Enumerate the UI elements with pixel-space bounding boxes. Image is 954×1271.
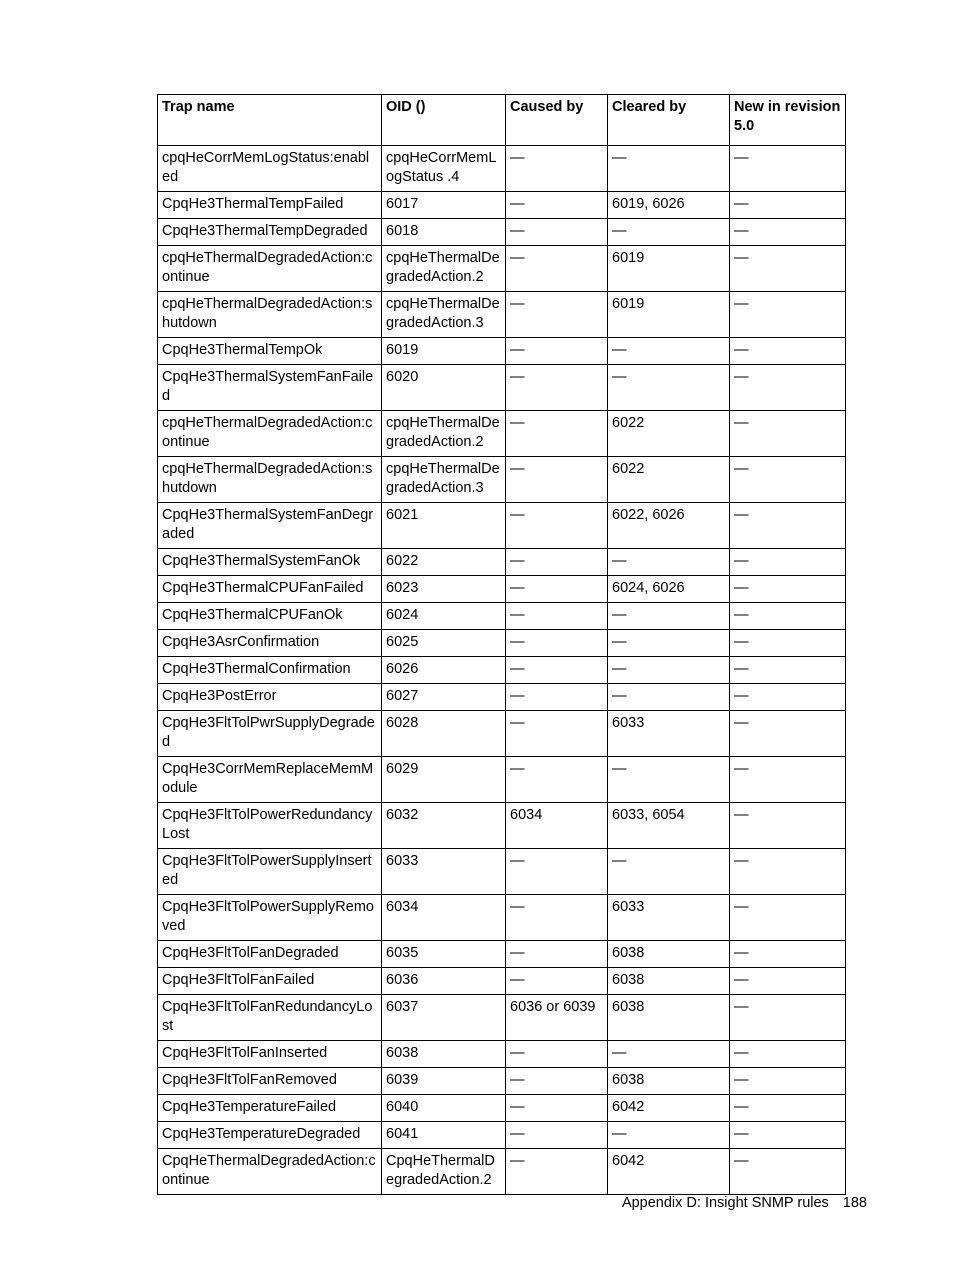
cell-caused-by: — [506,684,608,711]
cell-caused-by: — [506,1122,608,1149]
cell-oid: 6035 [382,941,506,968]
cell-oid: cpqHeThermalDegradedAction.3 [382,457,506,503]
cell-new-in-revision: — [730,1122,846,1149]
cell-caused-by: — [506,1149,608,1195]
table-row [158,292,846,338]
cell-caused-by: — [506,365,608,411]
cell-new-in-revision: — [730,246,846,292]
table-row [158,711,846,757]
cell-cleared-by: 6042 [608,1149,730,1195]
table-row [158,941,846,968]
table-row [158,803,846,849]
cell-new-in-revision: — [730,338,846,365]
cell-new-in-revision: — [730,549,846,576]
table-row [158,146,846,192]
table-row [158,576,846,603]
cell-trap-name: CpqHe3ThermalSystemFanOk [158,549,382,576]
cell-caused-by: — [506,895,608,941]
footer-section-title: Appendix D: Insight SNMP rules [621,1195,829,1211]
table-row [158,1095,846,1122]
cell-cleared-by: — [608,684,730,711]
cell-trap-name: CpqHe3ThermalTempDegraded [158,219,382,246]
cell-cleared-by: — [608,603,730,630]
col-header-cleared-by: Cleared by [608,95,730,146]
cell-caused-by: — [506,411,608,457]
cell-caused-by: 6036 or 6039 [506,995,608,1041]
cell-oid: 6038 [382,1041,506,1068]
cell-oid: 6024 [382,603,506,630]
cell-cleared-by: 6038 [608,995,730,1041]
cell-caused-by: — [506,146,608,192]
cell-new-in-revision: — [730,941,846,968]
col-header-oid: OID () [382,95,506,146]
table-row [158,1122,846,1149]
cell-oid: 6029 [382,757,506,803]
cell-cleared-by: 6022 [608,457,730,503]
cell-new-in-revision: — [730,219,846,246]
cell-caused-by: — [506,1095,608,1122]
table-row [158,603,846,630]
cell-new-in-revision: — [730,968,846,995]
cell-new-in-revision: — [730,1068,846,1095]
cell-oid: 6023 [382,576,506,603]
cell-caused-by: — [506,1041,608,1068]
trap-table [157,94,846,1195]
cell-cleared-by: 6033, 6054 [608,803,730,849]
cell-trap-name: CpqHe3FltTolFanRemoved [158,1068,382,1095]
col-header-new-in-revision: New in revision 5.0 [730,95,846,146]
cell-oid: 6027 [382,684,506,711]
cell-oid: 6026 [382,657,506,684]
cell-oid: cpqHeCorrMemLogStatus .4 [382,146,506,192]
cell-trap-name: CpqHe3AsrConfirmation [158,630,382,657]
cell-caused-by: — [506,246,608,292]
cell-oid: 6033 [382,849,506,895]
cell-oid: 6039 [382,1068,506,1095]
cell-caused-by: — [506,503,608,549]
cell-new-in-revision: — [730,849,846,895]
cell-new-in-revision: — [730,411,846,457]
cell-cleared-by: 6022, 6026 [608,503,730,549]
cell-oid: 6021 [382,503,506,549]
cell-trap-name: CpqHe3ThermalTempOk [158,338,382,365]
cell-new-in-revision: — [730,292,846,338]
cell-trap-name: cpqHeThermalDegradedAction:shutdown [158,457,382,503]
cell-new-in-revision: — [730,757,846,803]
cell-oid: 6041 [382,1122,506,1149]
cell-trap-name: CpqHeThermalDegradedAction:continue [158,1149,382,1195]
cell-new-in-revision: — [730,1041,846,1068]
cell-cleared-by: 6024, 6026 [608,576,730,603]
col-header-trap-name: Trap name [158,95,382,146]
cell-oid: 6020 [382,365,506,411]
cell-caused-by: — [506,1068,608,1095]
cell-new-in-revision: — [730,503,846,549]
cell-new-in-revision: — [730,995,846,1041]
cell-cleared-by: — [608,757,730,803]
cell-caused-by: — [506,549,608,576]
table-row [158,968,846,995]
cell-cleared-by: — [608,1122,730,1149]
table-row [158,457,846,503]
cell-cleared-by: 6019 [608,292,730,338]
cell-trap-name: CpqHe3ThermalSystemFanDegraded [158,503,382,549]
cell-trap-name: CpqHe3ThermalCPUFanOk [158,603,382,630]
cell-cleared-by: — [608,219,730,246]
table-row [158,192,846,219]
page-footer [622,1195,867,1211]
cell-new-in-revision: — [730,576,846,603]
cell-trap-name: CpqHe3FltTolFanRedundancyLost [158,995,382,1041]
col-header-caused-by: Caused by [506,95,608,146]
cell-cleared-by: 6038 [608,1068,730,1095]
cell-cleared-by: — [608,365,730,411]
cell-caused-by: — [506,630,608,657]
cell-cleared-by: — [608,338,730,365]
cell-oid: 6032 [382,803,506,849]
cell-oid: 6017 [382,192,506,219]
cell-cleared-by: — [608,849,730,895]
cell-caused-by: — [506,968,608,995]
cell-trap-name: CpqHe3FltTolPowerSupplyRemoved [158,895,382,941]
cell-new-in-revision: — [730,711,846,757]
table-row [158,219,846,246]
cell-cleared-by: — [608,630,730,657]
cell-oid: 6025 [382,630,506,657]
cell-trap-name: CpqHe3ThermalSystemFanFailed [158,365,382,411]
cell-new-in-revision: — [730,603,846,630]
cell-cleared-by: 6022 [608,411,730,457]
cell-oid: 6037 [382,995,506,1041]
cell-trap-name: CpqHe3FltTolPwrSupplyDegraded [158,711,382,757]
cell-new-in-revision: — [730,1149,846,1195]
cell-caused-by: — [506,192,608,219]
cell-oid: 6018 [382,219,506,246]
cell-trap-name: CpqHe3FltTolPowerSupplyInserted [158,849,382,895]
table-row [158,849,846,895]
table-row [158,1149,846,1195]
cell-cleared-by: — [608,549,730,576]
table-row [158,1041,846,1068]
cell-trap-name: CpqHe3FltTolFanDegraded [158,941,382,968]
cell-cleared-by: — [608,657,730,684]
table-row [158,246,846,292]
cell-new-in-revision: — [730,365,846,411]
cell-oid: 6022 [382,549,506,576]
table-body [158,146,846,1195]
cell-oid: 6028 [382,711,506,757]
cell-trap-name: CpqHe3ThermalCPUFanFailed [158,576,382,603]
cell-caused-by: — [506,711,608,757]
table-row [158,657,846,684]
table-row [158,365,846,411]
cell-new-in-revision: — [730,192,846,219]
cell-oid: cpqHeThermalDegradedAction.3 [382,292,506,338]
cell-trap-name: CpqHe3ThermalConfirmation [158,657,382,684]
cell-cleared-by: 6033 [608,711,730,757]
cell-oid: cpqHeThermalDegradedAction.2 [382,246,506,292]
cell-caused-by: — [506,603,608,630]
table-header-row [158,95,846,146]
cell-trap-name: CpqHe3FltTolFanFailed [158,968,382,995]
cell-cleared-by: 6033 [608,895,730,941]
cell-new-in-revision: — [730,1095,846,1122]
cell-caused-by: — [506,849,608,895]
cell-cleared-by: 6042 [608,1095,730,1122]
cell-cleared-by: — [608,146,730,192]
cell-new-in-revision: — [730,146,846,192]
cell-oid: cpqHeThermalDegradedAction.2 [382,411,506,457]
table-row [158,1068,846,1095]
cell-caused-by: — [506,457,608,503]
cell-cleared-by: 6019, 6026 [608,192,730,219]
cell-new-in-revision: — [730,803,846,849]
cell-caused-by: — [506,292,608,338]
cell-trap-name: CpqHe3PostError [158,684,382,711]
table-row [158,503,846,549]
cell-trap-name: CpqHe3ThermalTempFailed [158,192,382,219]
cell-trap-name: CpqHe3TemperatureFailed [158,1095,382,1122]
cell-caused-by: — [506,657,608,684]
cell-new-in-revision: — [730,657,846,684]
cell-caused-by: — [506,576,608,603]
cell-new-in-revision: — [730,895,846,941]
page-number: 188 [842,1195,867,1211]
cell-cleared-by: 6019 [608,246,730,292]
cell-oid: 6034 [382,895,506,941]
cell-trap-name: CpqHe3CorrMemReplaceMemModule [158,757,382,803]
cell-cleared-by: — [608,1041,730,1068]
cell-trap-name: cpqHeCorrMemLogStatus:enabled [158,146,382,192]
cell-trap-name: CpqHe3FltTolFanInserted [158,1041,382,1068]
cell-caused-by: 6034 [506,803,608,849]
table-row [158,995,846,1041]
cell-caused-by: — [506,338,608,365]
cell-trap-name: cpqHeThermalDegradedAction:continue [158,411,382,457]
table-row [158,630,846,657]
cell-oid: 6040 [382,1095,506,1122]
cell-new-in-revision: — [730,684,846,711]
cell-cleared-by: 6038 [608,968,730,995]
cell-trap-name: CpqHe3FltTolPowerRedundancyLost [158,803,382,849]
table-row [158,549,846,576]
table-row [158,684,846,711]
cell-new-in-revision: — [730,457,846,503]
table-row [158,411,846,457]
cell-cleared-by: 6038 [608,941,730,968]
cell-caused-by: — [506,219,608,246]
cell-oid: CpqHeThermalDegradedAction.2 [382,1149,506,1195]
cell-caused-by: — [506,757,608,803]
cell-oid: 6036 [382,968,506,995]
cell-trap-name: cpqHeThermalDegradedAction:shutdown [158,292,382,338]
table-row [158,895,846,941]
table-row [158,757,846,803]
cell-caused-by: — [506,941,608,968]
cell-trap-name: CpqHe3TemperatureDegraded [158,1122,382,1149]
cell-trap-name: cpqHeThermalDegradedAction:continue [158,246,382,292]
table-row [158,338,846,365]
cell-new-in-revision: — [730,630,846,657]
cell-oid: 6019 [382,338,506,365]
